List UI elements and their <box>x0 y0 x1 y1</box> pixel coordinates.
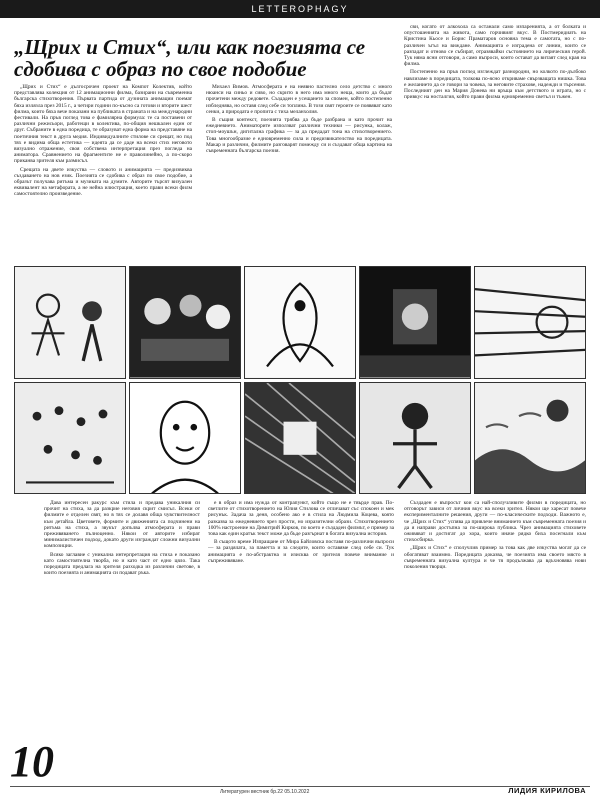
paragraph: Дава интересен ракурс към стила и предава уникалния си прочит на стиха, за да разкрие неговия скрит смисъл. Всеки от филмите е отделен свят, но в тях се долавя обща чувствителност към детайла. Цветовете, формите и движенията са подчинени на ритъма на стиха, а звукът допълва атмосферата и прави преживяването пълноценно. Някои от авторите избират минималистичен подход, докато други изграждат сложни визуални композиции. <box>44 500 200 550</box>
column-3-upper <box>404 24 586 260</box>
still-sky-scene <box>474 382 586 495</box>
paragraph: Всяко заглавие с уникална интерпретация на стиха е показано като самостоятелна творба, но и като част от едно цяло. Така поредицата предлага на зрителя разходка из различни светове, в които поезията и анимацията си подават ръка. <box>44 551 200 577</box>
page-number: 10 <box>10 737 54 786</box>
section-title: LETTEROPHAGY <box>251 4 349 14</box>
still-figure-drawing <box>244 266 356 379</box>
paragraph: е в образ и има нужда от контрапункт, който също не е твърде прав. По-светлите от стихотворението на Юлия Стилова се отличават със спокоен и мек рисунък. Задача за деня, особено ако е в стила на Людмила Коцева, която разказва за ежедневието чрез прости, но изразителни образи. Стихотворението 100% настроение на Димитрий Кирков, по което е създаден филмът, е пример за това как един кратък текст може да бъде разгърнат в богата визуална история. <box>208 500 394 538</box>
paragraph: Срещата на двете изкуства — словото и анимацията — предизвиква създаването на нов език. Поезията се сдобива с образ по свое подобие, а образът получава ритъма и музиката на думите. Авторите търсят визуален еквивалент на метафората, а не нейна илюстрация, което прави всеки филм самостоятелно произведение. <box>14 166 192 198</box>
still-dark-crowd <box>129 266 241 379</box>
still-dark-scene <box>359 266 471 379</box>
column-2-lower <box>208 500 394 782</box>
still-figures-sketch <box>14 266 126 379</box>
author-name: ЛИДИЯ КИРИЛОВА <box>508 786 586 795</box>
paragraph: Михаел Вимов. Атмосферата е на неявно пастелно село детство с много нюанси на синьо и сиво, но скрито в него има много неща, които да бъдат прочетени между редовете. Създаден е усещането за спомен, който постепенно избледнява, но оставя след себе си топлина. В този свят героите се появяват като сенки, а природата е пропита с тиха меланхолия. <box>206 84 392 115</box>
still-bright-figure <box>359 382 471 495</box>
paragraph: В същия контекст, поезията трябва да бъде разбрана и като прочит на ежедневието. Аниматорите използват различни техники — рисунка, колаж, стоп-моушън, дигитална графика — за да предадат тона на стихотворението. Това многообразие е едновременно сила и предизвикателство на поредицата. Макар и различни, филмите разговарят помежду си и създават обща картина на съвременната българска поезия. <box>206 117 392 155</box>
section-header <box>0 0 600 18</box>
column-1-lower <box>44 500 200 732</box>
paragraph: „Щрих и Стих“ е сполучлив пример за това как две изкуства могат да се обогатяват взаимно. Поредицата доказва, че поезията има своето място в съвременната визуална култура и че тя продължава да вдъхновява нови поколения творци. <box>404 545 586 571</box>
still-portrait-sketch <box>129 382 241 495</box>
still-dense-pattern <box>244 382 356 495</box>
paragraph: сви, когато от алкохола са останали само изпаренията, а от болката и опустошенията на живота, само горчивият вкус. В Постмеридиатъ на Кристина Кьосе и Борис Праматаров основна тема е самотата, но с по-различен ъгъл на виждане. Анимацията е изградена от линии, които се разпадат и отново се събират, отразявайки състоянието на лирическия герой. Тук няма ясни отговори, а само въпроси, които остават да витаят след края на филма. <box>404 24 586 68</box>
paragraph: В същото време Изпращане от Мира Байловска поставя по-различни въпроси — за раздялата, за паметта и за следите, които оставяме след себе си. Тук анимацията е по-абстрактна и изисква от зрителя повече внимание и съпреживяване. <box>208 539 394 564</box>
footer-publication-info: Литературен вестник бр.22 05.10.2022 <box>220 789 310 795</box>
paragraph: „Щрих и Стих“ е дългосрочен проект на Компот Колектив, който представлява колекция от 12 анимационни филма, базирани на съвременна българска стихотворения. Първата партида от дузината анимации поемат бяха излязла през 2015 г., а четири години по-късно са готови и вторите шест филма, които бяха вече показани на публиката в страната и на международни фестивали. На пръв поглед това е фамилярна формула: те са поставени от различни режисьори, работещи в колектива, по-общия нешкален един от друг. Събраните в една поредица, те образуват една форма на представяне на поетичния текст в друга медия. Индивидуалните стилове си срещат, но под тях е видима обща естетика — идеята да се даде на всеки стих неговото визуално отражение, своя собствена интерпретация през погледа на аниматора. Сравнението на фрагментите не е праволинейно, а по-скоро приканва зрителя към размисъл. <box>14 84 192 165</box>
column-3-lower <box>404 500 586 782</box>
article-title: „Щрих и Стих“, или как поезията се сдобива с образ по свое подобие <box>14 35 366 81</box>
column-1-upper <box>14 84 192 260</box>
paragraph: Създаден е въпросът кои са най-сполучливите филми в поредицата, но отговорът зависи от личния вкус на всеки зрител. Някои ще харесат повече експерименталните решения, други — по-класическите подходи. Важното е, че „Щрих и Стих“ успява да привлече вниманието към съвременната поезия и да я направи достъпна за по-широка публика. Чрез анимацията стиховете оживяват и достигат до хора, които иначе рядко биха посегнали към стихосбирка. <box>404 500 586 544</box>
column-2-upper <box>206 84 392 260</box>
animation-stills-grid <box>14 266 586 494</box>
still-dots-scene <box>14 382 126 495</box>
footer-divider <box>10 786 590 787</box>
paragraph: Постепенно на пръв поглед изглеждат разнородни, но колкото по-дълбоко навлизаме в поредицата, толкова по-ясно откриваме свързващата нишка. Това е желанието да се говори за човека, за неговите страхове, надежди и търсения. Последният ден на Мария Донева ни връща към детството и играта, но с привкус на носталгия, който прави филма едновременно светъл и тъжен. <box>404 69 586 101</box>
still-lines-pattern <box>474 266 586 379</box>
